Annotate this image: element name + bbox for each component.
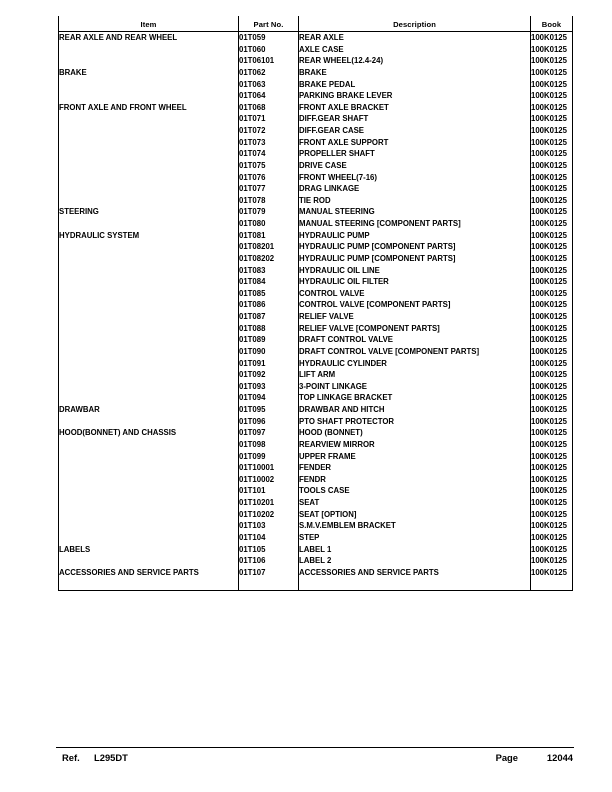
header-row	[59, 16, 573, 32]
page-label: Page	[495, 752, 518, 763]
cell-item	[59, 555, 239, 567]
cell-item	[59, 323, 239, 335]
cell-item	[59, 90, 239, 102]
cell-item	[59, 79, 239, 91]
table-row	[59, 206, 573, 218]
cell-part-no: 01T10202	[239, 509, 299, 521]
cell-description: RELIEF VALVE	[299, 311, 531, 323]
cell-item	[59, 137, 239, 149]
cell-item: DRAWBAR	[59, 404, 239, 416]
table-row	[59, 67, 573, 79]
cell-part-no: 01T080	[239, 218, 299, 230]
cell-part-no: 01T073	[239, 137, 299, 149]
cell-description: DIFF.GEAR SHAFT	[299, 113, 531, 125]
table-row	[59, 183, 573, 195]
table-row	[59, 195, 573, 207]
cell-part-no: 01T096	[239, 416, 299, 428]
table-row	[59, 462, 573, 474]
parts-table	[58, 16, 573, 591]
cell-item: FRONT AXLE AND FRONT WHEEL	[59, 102, 239, 114]
cell-description: HYDRAULIC OIL FILTER	[299, 276, 531, 288]
cell-item	[59, 462, 239, 474]
cell-book: 100K0125	[531, 276, 573, 288]
cell-description: S.M.V.EMBLEM BRACKET	[299, 520, 531, 532]
cell-item	[59, 113, 239, 125]
cell-description: PROPELLER SHAFT	[299, 148, 531, 160]
cell-description: SEAT [OPTION]	[299, 509, 531, 521]
cell-item	[59, 311, 239, 323]
cell-item	[59, 183, 239, 195]
table-row	[59, 358, 573, 370]
table-row	[59, 474, 573, 486]
cell-book: 100K0125	[531, 55, 573, 67]
table-row	[59, 416, 573, 428]
cell-description: FRONT WHEEL(7-16)	[299, 172, 531, 184]
cell-description: HOOD (BONNET)	[299, 427, 531, 439]
table-row	[59, 427, 573, 439]
cell-description: TOP LINKAGE BRACKET	[299, 392, 531, 404]
cell-item	[59, 160, 239, 172]
table-empty-area	[59, 578, 573, 590]
cell-part-no: 01T091	[239, 358, 299, 370]
cell-part-no: 01T060	[239, 44, 299, 56]
cell-book: 100K0125	[531, 369, 573, 381]
cell-item	[59, 125, 239, 137]
cell-description: TOOLS CASE	[299, 485, 531, 497]
cell-part-no: 01T085	[239, 288, 299, 300]
cell-book: 100K0125	[531, 532, 573, 544]
cell-description: DRIVE CASE	[299, 160, 531, 172]
cell-description: STEP	[299, 532, 531, 544]
column-header-book: Book	[531, 16, 573, 32]
cell-part-no: 01T098	[239, 439, 299, 451]
cell-book: 100K0125	[531, 509, 573, 521]
cell-item: HYDRAULIC SYSTEM	[59, 230, 239, 242]
footer-divider	[56, 747, 574, 748]
cell-book: 100K0125	[531, 404, 573, 416]
cell-part-no: 01T099	[239, 451, 299, 463]
cell-item	[59, 195, 239, 207]
cell-book: 100K0125	[531, 381, 573, 393]
cell-item	[59, 172, 239, 184]
cell-item	[59, 474, 239, 486]
cell-book: 100K0125	[531, 392, 573, 404]
cell-part-no: 01T10002	[239, 474, 299, 486]
table-row	[59, 32, 573, 44]
cell-item	[59, 497, 239, 509]
cell-book: 100K0125	[531, 334, 573, 346]
cell-description: FRONT AXLE BRACKET	[299, 102, 531, 114]
table-row	[59, 497, 573, 509]
cell-item	[59, 381, 239, 393]
table-row	[59, 311, 573, 323]
cell-item	[59, 218, 239, 230]
cell-book: 100K0125	[531, 241, 573, 253]
cell-book: 100K0125	[531, 520, 573, 532]
cell-part-no: 01T08202	[239, 253, 299, 265]
table-row	[59, 90, 573, 102]
cell-book: 100K0125	[531, 44, 573, 56]
cell-part-no: 01T062	[239, 67, 299, 79]
cell-item	[59, 241, 239, 253]
cell-part-no: 01T087	[239, 311, 299, 323]
cell-item	[59, 358, 239, 370]
cell-description: FENDER	[299, 462, 531, 474]
table-row	[59, 532, 573, 544]
cell-book: 100K0125	[531, 439, 573, 451]
table-row	[59, 102, 573, 114]
cell-part-no: 01T092	[239, 369, 299, 381]
cell-item	[59, 520, 239, 532]
cell-description: REAR WHEEL(12.4-24)	[299, 55, 531, 67]
table-header	[59, 16, 573, 32]
cell-description: ACCESSORIES AND SERVICE PARTS	[299, 567, 531, 579]
cell-description: CONTROL VALVE	[299, 288, 531, 300]
cell-part-no: 01T10201	[239, 497, 299, 509]
cell-book: 100K0125	[531, 67, 573, 79]
cell-description: DRAG LINKAGE	[299, 183, 531, 195]
cell-description: AXLE CASE	[299, 44, 531, 56]
table-row	[59, 404, 573, 416]
cell-part-no: 01T081	[239, 230, 299, 242]
cell-book: 100K0125	[531, 544, 573, 556]
table-row	[59, 172, 573, 184]
cell-description: MANUAL STEERING [COMPONENT PARTS]	[299, 218, 531, 230]
cell-description: TIE ROD	[299, 195, 531, 207]
cell-book: 100K0125	[531, 90, 573, 102]
table-row	[59, 323, 573, 335]
cell-item: ACCESSORIES AND SERVICE PARTS	[59, 567, 239, 579]
cell-part-no: 01T074	[239, 148, 299, 160]
cell-description: HYDRAULIC OIL LINE	[299, 265, 531, 277]
cell-book: 100K0125	[531, 358, 573, 370]
cell-book: 100K0125	[531, 451, 573, 463]
table-row	[59, 544, 573, 556]
cell-description: CONTROL VALVE [COMPONENT PARTS]	[299, 299, 531, 311]
table-row	[59, 520, 573, 532]
cell-item	[59, 44, 239, 56]
cell-item	[59, 439, 239, 451]
cell-book: 100K0125	[531, 299, 573, 311]
cell-book: 100K0125	[531, 288, 573, 300]
cell-description: MANUAL STEERING	[299, 206, 531, 218]
cell-book: 100K0125	[531, 160, 573, 172]
cell-description: RELIEF VALVE [COMPONENT PARTS]	[299, 323, 531, 335]
cell-item	[59, 369, 239, 381]
cell-part-no: 01T06101	[239, 55, 299, 67]
parts-table-container	[58, 16, 572, 591]
cell-item	[59, 392, 239, 404]
cell-item: HOOD(BONNET) AND CHASSIS	[59, 427, 239, 439]
cell-part-no: 01T083	[239, 265, 299, 277]
cell-part-no: 01T084	[239, 276, 299, 288]
table-row	[59, 44, 573, 56]
cell-description: DIFF.GEAR CASE	[299, 125, 531, 137]
cell-part-no: 01T088	[239, 323, 299, 335]
cell-book: 100K0125	[531, 474, 573, 486]
cell-item	[59, 416, 239, 428]
page-number: 12044	[546, 752, 573, 763]
cell-book: 100K0125	[531, 555, 573, 567]
table-row	[59, 509, 573, 521]
cell-book: 100K0125	[531, 102, 573, 114]
cell-part-no: 01T105	[239, 544, 299, 556]
cell-part-no: 01T089	[239, 334, 299, 346]
cell-part-no: 01T059	[239, 32, 299, 44]
cell-description: SEAT	[299, 497, 531, 509]
cell-item: LABELS	[59, 544, 239, 556]
cell-description: HYDRAULIC PUMP	[299, 230, 531, 242]
cell-part-no: 01T097	[239, 427, 299, 439]
cell-part-no: 01T079	[239, 206, 299, 218]
cell-description: REAR AXLE	[299, 32, 531, 44]
cell-item	[59, 299, 239, 311]
cell-book: 100K0125	[531, 137, 573, 149]
cell-description: LABEL 2	[299, 555, 531, 567]
cell-item	[59, 148, 239, 160]
cell-description: UPPER FRAME	[299, 451, 531, 463]
cell-book: 100K0125	[531, 567, 573, 579]
cell-book: 100K0125	[531, 230, 573, 242]
cell-item	[59, 276, 239, 288]
cell-description: BRAKE PEDAL	[299, 79, 531, 91]
table-row	[59, 276, 573, 288]
cell-part-no: 01T078	[239, 195, 299, 207]
table-row	[59, 334, 573, 346]
cell-description: FENDR	[299, 474, 531, 486]
cell-description: BRAKE	[299, 67, 531, 79]
cell-part-no: 01T086	[239, 299, 299, 311]
cell-part-no: 01T095	[239, 404, 299, 416]
cell-item: BRAKE	[59, 67, 239, 79]
cell-book: 100K0125	[531, 323, 573, 335]
ref-label: Ref.	[62, 752, 80, 763]
table-row	[59, 567, 573, 579]
empty-cell	[531, 578, 573, 590]
cell-book: 100K0125	[531, 311, 573, 323]
table-row	[59, 230, 573, 242]
table-row	[59, 451, 573, 463]
table-row	[59, 113, 573, 125]
cell-book: 100K0125	[531, 265, 573, 277]
cell-part-no: 01T104	[239, 532, 299, 544]
table-row	[59, 160, 573, 172]
cell-book: 100K0125	[531, 485, 573, 497]
cell-description: HYDRAULIC PUMP [COMPONENT PARTS]	[299, 241, 531, 253]
empty-cell	[239, 578, 299, 590]
cell-item	[59, 509, 239, 521]
table-row	[59, 439, 573, 451]
column-header-description: Description	[299, 16, 531, 32]
table-row	[59, 381, 573, 393]
table-row	[59, 253, 573, 265]
cell-item	[59, 485, 239, 497]
table-row	[59, 241, 573, 253]
cell-description: HYDRAULIC PUMP [COMPONENT PARTS]	[299, 253, 531, 265]
cell-part-no: 01T071	[239, 113, 299, 125]
table-row	[59, 218, 573, 230]
cell-item	[59, 55, 239, 67]
cell-part-no: 01T076	[239, 172, 299, 184]
cell-book: 100K0125	[531, 206, 573, 218]
cell-description: 3-POINT LINKAGE	[299, 381, 531, 393]
cell-book: 100K0125	[531, 427, 573, 439]
cell-book: 100K0125	[531, 125, 573, 137]
table-row	[59, 369, 573, 381]
cell-item	[59, 451, 239, 463]
cell-description: FRONT AXLE SUPPORT	[299, 137, 531, 149]
cell-book: 100K0125	[531, 346, 573, 358]
cell-item	[59, 288, 239, 300]
cell-part-no: 01T075	[239, 160, 299, 172]
table-row	[59, 485, 573, 497]
cell-book: 100K0125	[531, 462, 573, 474]
cell-book: 100K0125	[531, 416, 573, 428]
table-row	[59, 392, 573, 404]
table-body	[59, 32, 573, 591]
empty-cell	[59, 578, 239, 590]
cell-part-no: 01T103	[239, 520, 299, 532]
column-header-part-no: Part No.	[239, 16, 299, 32]
cell-part-no: 01T064	[239, 90, 299, 102]
table-row	[59, 288, 573, 300]
cell-item	[59, 253, 239, 265]
cell-part-no: 01T106	[239, 555, 299, 567]
cell-book: 100K0125	[531, 195, 573, 207]
cell-part-no: 01T10001	[239, 462, 299, 474]
cell-part-no: 01T063	[239, 79, 299, 91]
cell-book: 100K0125	[531, 79, 573, 91]
cell-part-no: 01T093	[239, 381, 299, 393]
cell-item	[59, 532, 239, 544]
cell-part-no: 01T107	[239, 567, 299, 579]
cell-description: PARKING BRAKE LEVER	[299, 90, 531, 102]
cell-book: 100K0125	[531, 218, 573, 230]
cell-book: 100K0125	[531, 497, 573, 509]
table-row	[59, 265, 573, 277]
cell-part-no: 01T08201	[239, 241, 299, 253]
cell-item	[59, 265, 239, 277]
column-header-item: Item	[59, 16, 239, 32]
page-footer	[56, 750, 574, 766]
cell-description: DRAWBAR AND HITCH	[299, 404, 531, 416]
cell-book: 100K0125	[531, 183, 573, 195]
cell-book: 100K0125	[531, 113, 573, 125]
cell-description: DRAFT CONTROL VALVE	[299, 334, 531, 346]
cell-part-no: 01T094	[239, 392, 299, 404]
table-row	[59, 299, 573, 311]
table-row	[59, 125, 573, 137]
cell-book: 100K0125	[531, 148, 573, 160]
cell-description: REARVIEW MIRROR	[299, 439, 531, 451]
cell-description: DRAFT CONTROL VALVE [COMPONENT PARTS]	[299, 346, 531, 358]
table-row	[59, 137, 573, 149]
cell-part-no: 01T090	[239, 346, 299, 358]
cell-item: STEERING	[59, 206, 239, 218]
cell-book: 100K0125	[531, 253, 573, 265]
table-row	[59, 148, 573, 160]
table-row	[59, 555, 573, 567]
empty-cell	[299, 578, 531, 590]
cell-description: LIFT ARM	[299, 369, 531, 381]
table-row	[59, 55, 573, 67]
cell-item	[59, 334, 239, 346]
cell-book: 100K0125	[531, 172, 573, 184]
cell-book: 100K0125	[531, 32, 573, 44]
table-row	[59, 346, 573, 358]
ref-value: L295DT	[94, 752, 128, 763]
cell-description: LABEL 1	[299, 544, 531, 556]
cell-part-no: 01T072	[239, 125, 299, 137]
table-row	[59, 79, 573, 91]
cell-part-no: 01T068	[239, 102, 299, 114]
cell-part-no: 01T101	[239, 485, 299, 497]
cell-description: PTO SHAFT PROTECTOR	[299, 416, 531, 428]
cell-description: HYDRAULIC CYLINDER	[299, 358, 531, 370]
cell-part-no: 01T077	[239, 183, 299, 195]
cell-item	[59, 346, 239, 358]
cell-item: REAR AXLE AND REAR WHEEL	[59, 32, 239, 44]
